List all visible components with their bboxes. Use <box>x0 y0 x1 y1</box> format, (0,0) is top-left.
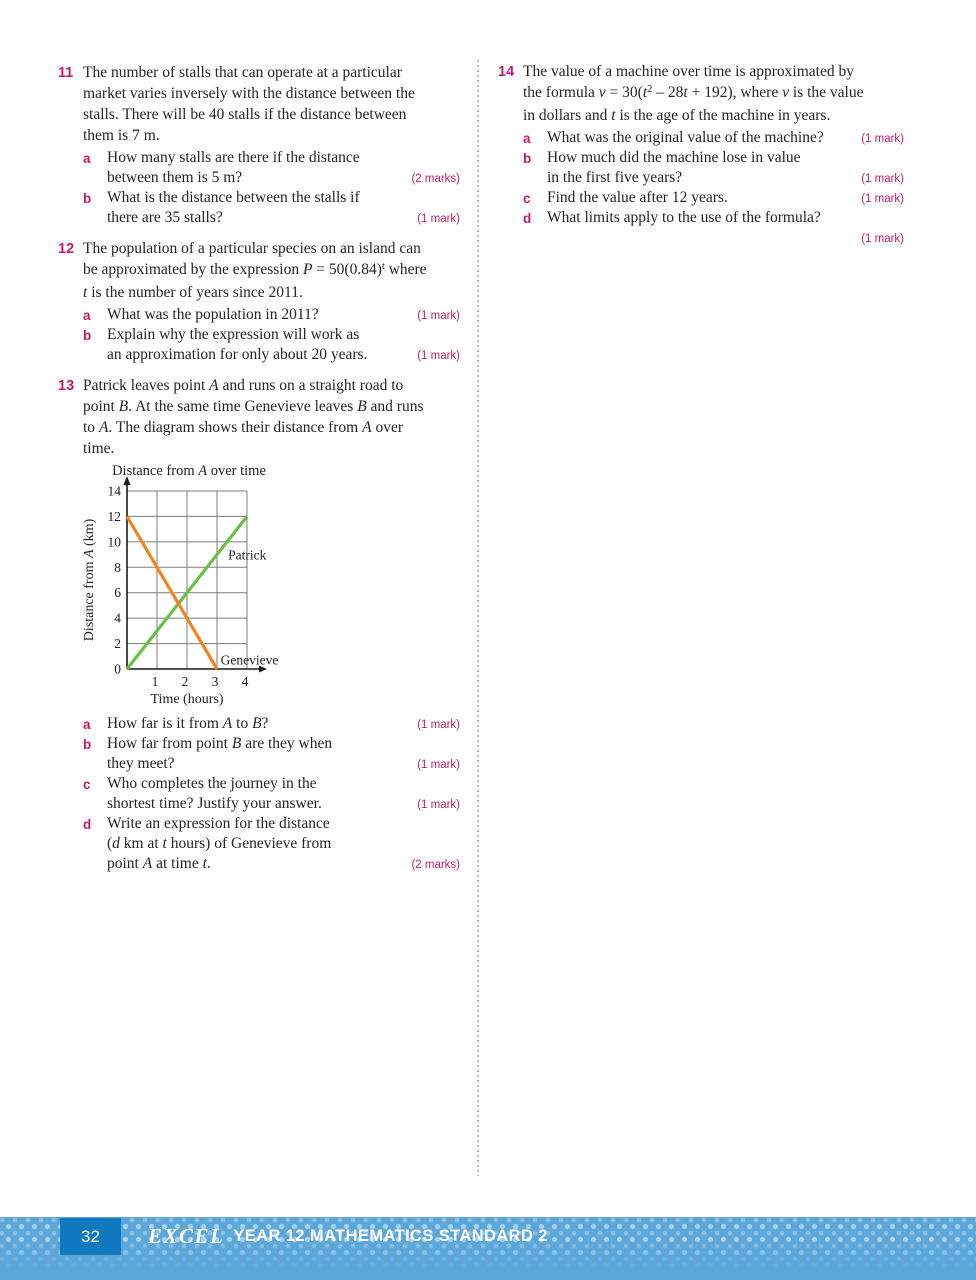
question-part-a <box>83 148 460 188</box>
text-segment: Find the value after 12 years. <box>547 189 728 206</box>
part-line <box>107 814 460 834</box>
question-parts <box>83 714 460 874</box>
question-part-d <box>523 208 904 228</box>
question-part-d <box>83 814 460 874</box>
left-column <box>58 62 460 884</box>
text-segment: Who completes the journey in the <box>107 775 317 792</box>
text-segment: is the age of the machine in years. <box>615 107 831 124</box>
x-tick-label: 2 <box>181 674 189 689</box>
text-segment: km at <box>119 835 163 852</box>
text-segment: How far from point <box>107 735 232 752</box>
text-segment: Write an expression for the distance <box>107 815 330 832</box>
text-segment: What was the population in 2011? <box>107 306 319 323</box>
text-segment: over <box>371 419 403 436</box>
part-line <box>107 774 460 794</box>
part-letter: d <box>83 817 92 832</box>
y-tick-label: 2 <box>114 636 121 652</box>
text-segment: in dollars and <box>523 107 612 124</box>
math-var: A <box>209 377 219 394</box>
marks-label: (1 mark) <box>417 350 460 362</box>
y-axis-label: Distance from A (km) <box>82 518 97 642</box>
column-divider <box>477 60 479 1176</box>
part-text <box>547 208 904 228</box>
text-segment: . <box>206 855 211 872</box>
part-text <box>107 774 460 814</box>
question-line <box>83 104 460 125</box>
math-var: B <box>252 715 262 732</box>
part-text <box>107 188 460 228</box>
distance-time-chart <box>81 461 315 711</box>
question-parts <box>83 305 460 365</box>
text-segment: where <box>384 261 427 278</box>
question-number: 12 <box>58 241 75 257</box>
text-segment: between them is 5 m? <box>107 169 243 186</box>
x-axis-label: Time (hours) <box>150 692 224 707</box>
question-line <box>523 82 904 105</box>
text-segment: are they when <box>241 735 333 752</box>
part-line <box>107 854 460 874</box>
part-line <box>547 168 904 188</box>
question-line <box>83 83 460 104</box>
question-part-b <box>83 188 460 228</box>
part-text <box>107 325 460 365</box>
math-var: v <box>598 84 606 101</box>
math-var: t <box>83 284 88 301</box>
text-segment: What was the original value of the machine? <box>547 129 824 146</box>
question-11 <box>58 62 460 228</box>
question-part-c <box>523 188 904 208</box>
part-line <box>107 834 460 854</box>
y-tick-label: 8 <box>114 559 121 575</box>
part-letter: c <box>83 777 91 792</box>
math-var: B <box>118 398 129 415</box>
part-line <box>547 208 904 228</box>
question-number: 11 <box>58 65 74 81</box>
part-letter: b <box>523 151 532 166</box>
question-body <box>83 238 460 365</box>
part-text <box>107 734 460 774</box>
y-tick-label: 14 <box>107 483 121 499</box>
part-text <box>547 148 904 188</box>
part-letter: c <box>523 191 531 206</box>
question-line <box>83 259 460 282</box>
math-var: v <box>782 84 789 101</box>
math-var: t <box>683 84 688 101</box>
text-segment: ? <box>261 715 269 732</box>
y-tick-label: 4 <box>114 610 121 626</box>
math-var: A <box>222 715 233 732</box>
text-segment: shortest time? Justify your answer. <box>107 795 322 812</box>
part-line <box>107 325 460 345</box>
part-letter: a <box>83 308 91 323</box>
question-line <box>83 417 460 438</box>
question-line <box>523 61 904 82</box>
math-var: t <box>642 84 648 101</box>
right-column <box>498 61 904 258</box>
text-segment: there are 35 stalls? <box>107 209 223 226</box>
question-line <box>83 282 460 303</box>
text-segment: The population of a particular species on an island can <box>83 240 421 257</box>
text-segment: time. <box>83 440 115 457</box>
part-text <box>107 148 460 188</box>
text-segment: . At the same time Genevieve leaves <box>128 398 358 415</box>
math-var: B <box>357 398 367 415</box>
part-line <box>107 148 460 168</box>
part-line <box>547 148 904 168</box>
text-segment: The value of a machine over time is approximated by <box>523 63 854 80</box>
question-number: 14 <box>498 64 515 80</box>
part-text <box>107 714 460 734</box>
part-letter: b <box>83 328 92 343</box>
math-var: d <box>112 835 120 852</box>
text-segment: an approximation for only about 20 years. <box>107 346 368 363</box>
text-segment: them is 7 m. <box>83 127 160 144</box>
text-segment: How many stalls are there if the distance <box>107 149 360 166</box>
math-var: t <box>162 835 167 852</box>
text-segment: The number of stalls that can operate at a particular <box>83 64 402 81</box>
chart-container <box>81 461 460 711</box>
text-segment: = 30( <box>605 84 643 101</box>
part-line <box>107 754 460 774</box>
marks-label: (1 mark) <box>417 213 460 225</box>
question-part-a <box>523 128 904 148</box>
y-tick-label: 0 <box>114 661 121 677</box>
page-number: 32 <box>81 1226 100 1246</box>
marks-label: (1 mark) <box>417 759 460 771</box>
question-12 <box>58 238 460 365</box>
question-line <box>83 125 460 146</box>
question-part-b <box>83 325 460 365</box>
series-label-patrick: Patrick <box>228 547 267 563</box>
text-segment: What is the distance between the stalls if <box>107 189 360 206</box>
math-var: P <box>302 261 313 278</box>
text-segment: and runs on a straight road to <box>218 377 404 394</box>
part-line <box>547 188 904 208</box>
part-line <box>107 208 460 228</box>
text-segment: market varies inversely with the distance between the <box>83 85 415 102</box>
text-segment: point <box>83 398 119 415</box>
math-var: A <box>362 419 372 436</box>
chart-title: Distance from A over time <box>112 463 266 479</box>
text-segment: in the first five years? <box>547 169 683 186</box>
part-text <box>547 128 904 148</box>
footer-title <box>148 1218 548 1255</box>
question-body <box>83 375 460 874</box>
part-line <box>107 188 460 208</box>
part-line <box>107 168 460 188</box>
text-segment: . The diagram shows their distance from <box>108 419 363 436</box>
part-letter: a <box>523 131 531 146</box>
y-tick-label: 12 <box>107 508 121 524</box>
text-segment: + 192), where <box>687 84 783 101</box>
marks-label: (1 mark) <box>417 799 460 811</box>
part-text <box>107 814 460 874</box>
question-number: 13 <box>58 378 75 394</box>
y-tick-label: 6 <box>114 585 121 601</box>
question-line <box>83 438 460 459</box>
part-line <box>107 734 460 754</box>
marks-row <box>523 228 904 248</box>
footer-series-logo: EXCEL <box>148 1224 225 1248</box>
part-line <box>107 714 460 734</box>
part-line <box>547 128 904 148</box>
text-segment: How far is it from <box>107 715 223 732</box>
question-part-a <box>83 714 460 734</box>
part-line <box>107 345 460 365</box>
text-segment: and runs <box>366 398 424 415</box>
question-part-c <box>83 774 460 814</box>
part-letter: b <box>83 191 92 206</box>
text-segment: hours) of Genevieve from <box>166 835 332 852</box>
question-body <box>523 61 904 248</box>
part-letter: a <box>83 151 91 166</box>
footer-book-title: YEAR 12 MATHEMATICS STANDARD 2 <box>233 1227 548 1245</box>
part-text <box>107 305 460 325</box>
footer-band <box>0 1217 976 1280</box>
series-label-genevieve: Genevieve <box>220 652 279 668</box>
part-letter: b <box>83 737 92 752</box>
text-segment: – 28 <box>652 84 684 101</box>
text-segment: How much did the machine lose in value <box>547 149 801 166</box>
part-line <box>107 305 460 325</box>
question-line <box>523 105 904 126</box>
text-segment: to <box>232 715 253 732</box>
text-segment: point <box>107 855 143 872</box>
x-tick-label: 4 <box>241 674 249 689</box>
part-line <box>107 794 460 814</box>
math-var: t <box>202 855 207 872</box>
text-segment: 2 <box>647 84 653 96</box>
text-segment: = 50(0.84) <box>312 261 382 278</box>
text-segment: Explain why the expression will work as <box>107 326 360 343</box>
question-14 <box>498 61 904 248</box>
text-segment: What limits apply to the use of the formula? <box>547 209 821 226</box>
part-letter: d <box>523 211 532 226</box>
text-segment: they meet? <box>107 755 175 772</box>
marks-label: (1 mark) <box>861 193 904 205</box>
marks-label: (1 mark) <box>417 719 460 731</box>
text-segment: is the value <box>789 84 864 101</box>
marks-label: (1 mark) <box>861 133 904 145</box>
page-number-badge <box>60 1218 121 1255</box>
text-segment: to <box>83 419 99 436</box>
part-letter: a <box>83 717 91 732</box>
math-var: B <box>231 735 242 752</box>
marks-label: (1 mark) <box>861 233 904 245</box>
marks-label: (1 mark) <box>417 310 460 322</box>
marks-label: (1 mark) <box>861 173 904 185</box>
question-line <box>83 396 460 417</box>
question-part-b <box>83 734 460 774</box>
question-part-b <box>523 148 904 188</box>
text-segment: ( <box>107 835 113 852</box>
text-segment: be approximated by the expression <box>83 261 303 278</box>
x-tick-label: 3 <box>211 674 219 689</box>
text-segment: the formula <box>523 84 599 101</box>
question-line <box>83 62 460 83</box>
math-var: t <box>611 107 616 124</box>
marks-label: (2 marks) <box>411 859 460 871</box>
x-tick-label: 1 <box>151 674 159 689</box>
question-line <box>83 375 460 396</box>
question-parts <box>523 128 904 248</box>
marks-label: (2 marks) <box>411 173 460 185</box>
y-tick-label: 10 <box>107 534 121 550</box>
math-var: A <box>142 855 153 872</box>
question-body <box>83 62 460 228</box>
question-13 <box>58 375 460 874</box>
text-segment: is the number of years since 2011. <box>87 284 303 301</box>
math-var: t <box>381 261 385 273</box>
question-line <box>83 238 460 259</box>
text-segment: Patrick leaves point <box>83 377 210 394</box>
question-part-a <box>83 305 460 325</box>
text-segment: at time <box>152 855 203 872</box>
text-segment: stalls. There will be 40 stalls if the distance between <box>83 106 407 123</box>
part-text <box>547 188 904 208</box>
math-var: A <box>98 419 109 436</box>
question-parts <box>83 148 460 228</box>
